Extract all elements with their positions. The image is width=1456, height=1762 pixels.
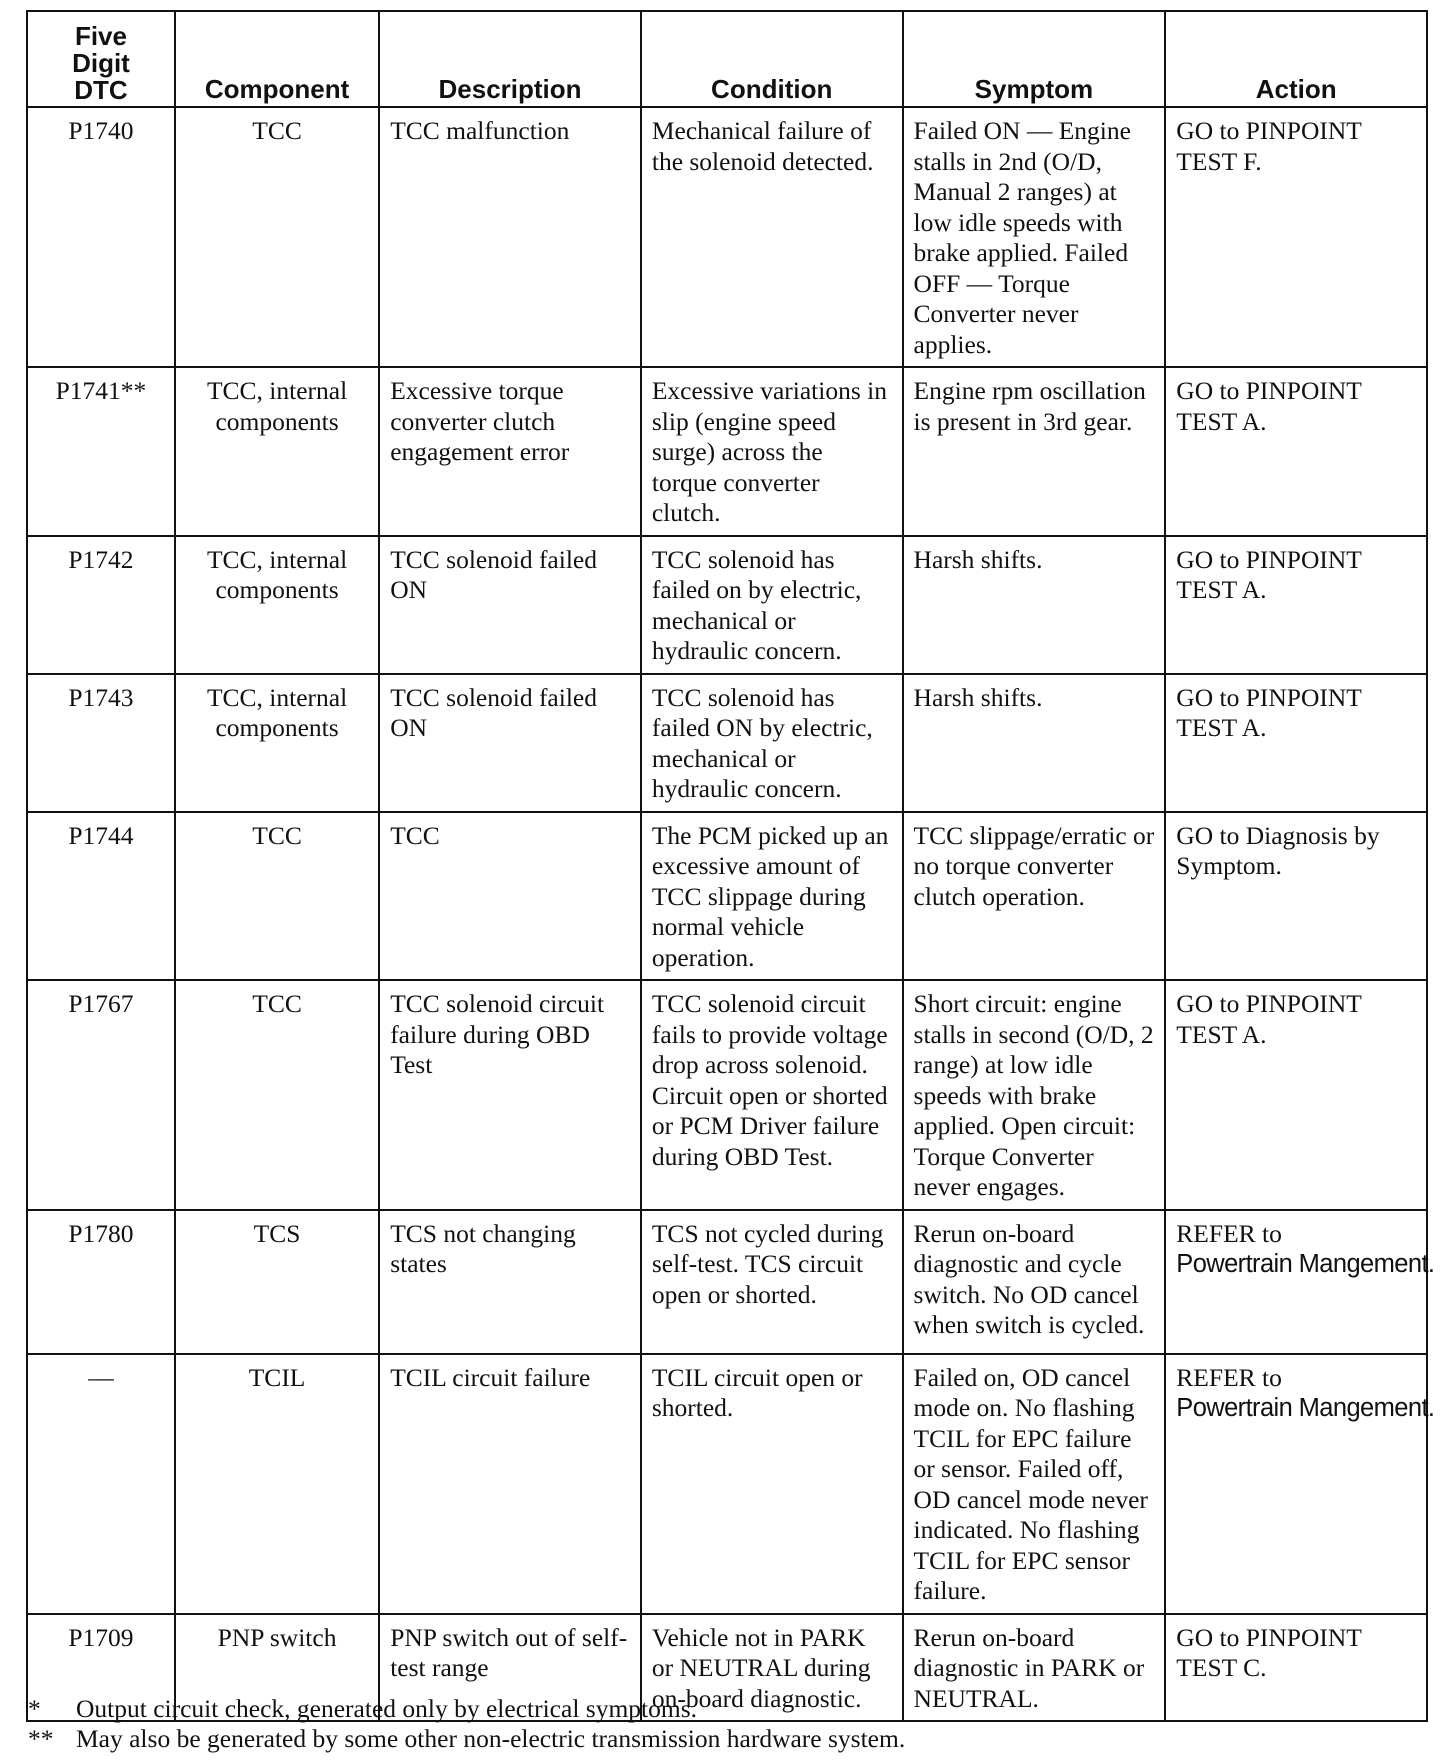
cell-symptom: Engine rpm oscillation is present in 3rd gear. (903, 367, 1166, 536)
cell-dtc: P1741** (27, 367, 175, 536)
table-row (27, 980, 1427, 1210)
cell-dtc: P1709 (27, 1614, 175, 1722)
cell-condition: Vehicle not in PARK or NEUTRAL during on-board diagnostic. (641, 1614, 903, 1722)
cell-description: TCC (379, 812, 641, 981)
cell-dtc: P1743 (27, 674, 175, 812)
cell-component: TCC (175, 107, 379, 367)
cell-dtc: P1767 (27, 980, 175, 1210)
cell-description: TCC solenoid circuit failure during OBD Test (379, 980, 641, 1210)
action-text: GO to Diagnosis by Symptom. (1176, 820, 1380, 880)
cell-action (1165, 674, 1427, 812)
cell-condition: The PCM picked up an excessive amount of TCC slippage during normal vehicle operation. (641, 812, 903, 981)
action-text: GO to PINPOINT TEST F. (1176, 116, 1362, 176)
dtc-table (26, 10, 1435, 1722)
cell-description: TCS not changing states (379, 1210, 641, 1354)
action-text: GO to PINPOINT TEST A. (1176, 682, 1362, 742)
cell-action (1165, 1614, 1427, 1722)
action-text: GO to PINPOINT TEST A. (1176, 376, 1362, 436)
action-text: GO to PINPOINT TEST A. (1176, 989, 1362, 1049)
cell-symptom: Failed ON — Engine stalls in 2nd (O/D, Manual 2 ranges) at low idle speeds with brake applied. Failed OFF — Torque Converter never applies. (903, 107, 1166, 367)
cell-component: TCC, internal components (175, 674, 379, 812)
action-text: REFER to (1176, 1362, 1282, 1392)
footnote-double-asterisk (28, 1724, 905, 1754)
header-action: Action (1165, 11, 1427, 107)
footnote-marker: ** (28, 1724, 54, 1753)
cell-condition: TCC solenoid has failed ON by electric, mechanical or hydraulic concern. (641, 674, 903, 812)
footnote-text: May also be generated by some other non-electric transmission hardware system. (76, 1724, 906, 1753)
table-row (27, 674, 1427, 812)
cell-action (1165, 812, 1427, 981)
cell-component: TCC (175, 980, 379, 1210)
cell-dtc: P1740 (27, 107, 175, 367)
cell-symptom: Harsh shifts. (903, 536, 1166, 674)
cell-action (1165, 1210, 1435, 1354)
table-row (27, 536, 1427, 674)
header-condition: Condition (641, 11, 903, 107)
cell-description: TCC solenoid failed ON (379, 536, 641, 674)
cell-description: TCC malfunction (379, 107, 641, 367)
cell-symptom: Short circuit: engine stalls in second (O/D, 2 range) at low idle speeds with brake applied. Open circuit: Torque Converter never engages. (903, 980, 1166, 1210)
cell-symptom: Harsh shifts. (903, 674, 1166, 812)
cell-component: TCC, internal components (175, 536, 379, 674)
cell-description: PNP switch out of self-test range (379, 1614, 641, 1722)
cell-component: TCS (175, 1210, 379, 1354)
cell-component: TCC (175, 812, 379, 981)
cell-condition: TCS not cycled during self-test. TCS circuit open or shorted. (641, 1210, 903, 1354)
cell-symptom: Failed on, OD cancel mode on. No flashing TCIL for EPC failure or sensor. Failed off, OD cancel mode never indicated. No flashing TCIL for EPC sensor failure. (903, 1354, 1166, 1614)
cell-description: Excessive torque converter clutch engagement error (379, 367, 641, 536)
cell-symptom: TCC slippage/erratic or no torque converter clutch operation. (903, 812, 1166, 981)
action-text: REFER to (1176, 1218, 1282, 1248)
cell-dtc: P1744 (27, 812, 175, 981)
table-row (27, 1210, 1427, 1354)
cell-condition: TCIL circuit open or shorted. (641, 1354, 903, 1614)
cell-dtc: P1742 (27, 536, 175, 674)
action-text: GO to PINPOINT TEST C. (1176, 1622, 1362, 1682)
cell-component: PNP switch (175, 1614, 379, 1722)
header-row (27, 11, 1427, 107)
footnote-text: Output circuit check, generated only by electrical symptoms. (76, 1694, 698, 1723)
cell-condition: TCC solenoid circuit fails to provide voltage drop across solenoid. Circuit open or shorted or PCM Driver failure during OBD Test. (641, 980, 903, 1210)
footnote-marker: * (28, 1694, 41, 1723)
table-row (27, 1354, 1427, 1614)
footnote-single-asterisk (28, 1694, 905, 1724)
cell-action (1165, 1354, 1435, 1614)
cell-action (1165, 107, 1427, 367)
cell-condition: Excessive variations in slip (engine speed surge) across the torque converter clutch. (641, 367, 903, 536)
header-dtc: Five Digit DTC (27, 11, 175, 107)
header-description: Description (379, 11, 641, 107)
action-text: GO to PINPOINT TEST A. (1176, 544, 1362, 604)
action-reference: Powertrain Mangement. (1176, 1394, 1435, 1422)
cell-action (1165, 536, 1427, 674)
cell-dtc: P1780 (27, 1210, 175, 1354)
cell-description: TCC solenoid failed ON (379, 674, 641, 812)
cell-symptom: Rerun on-board diagnostic and cycle switch. No OD cancel when switch is cycled. (903, 1210, 1166, 1354)
header-component: Component (175, 11, 379, 107)
table-row (27, 812, 1427, 981)
cell-action (1165, 367, 1427, 536)
cell-component: TCIL (175, 1354, 379, 1614)
cell-condition: TCC solenoid has failed on by electric, mechanical or hydraulic concern. (641, 536, 903, 674)
cell-component: TCC, internal components (175, 367, 379, 536)
cell-description: TCIL circuit failure (379, 1354, 641, 1614)
action-reference: Powertrain Mangement. (1176, 1250, 1435, 1278)
table-row (27, 107, 1427, 367)
cell-dtc: — (27, 1354, 175, 1614)
cell-condition: Mechanical failure of the solenoid detected. (641, 107, 903, 367)
cell-action (1165, 980, 1427, 1210)
header-symptom: Symptom (903, 11, 1166, 107)
table-row (27, 367, 1427, 536)
footnotes (28, 1694, 905, 1754)
cell-symptom: Rerun on-board diagnostic in PARK or NEUTRAL. (903, 1614, 1166, 1722)
